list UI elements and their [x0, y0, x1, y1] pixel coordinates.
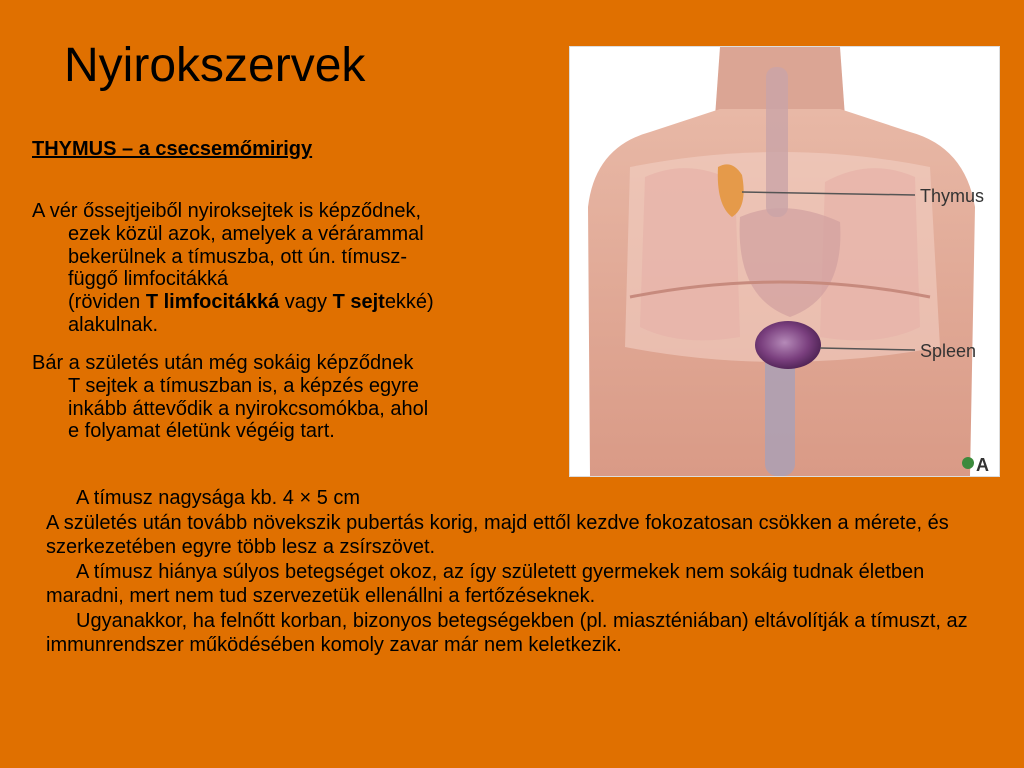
spleen-organ	[755, 321, 821, 369]
p1-line3: bekerülnek a tímuszba, ott ún. tímusz-	[68, 245, 408, 268]
p1-bold-t-limfocitakka: T limfocitákká	[145, 291, 280, 314]
absence-text: A tímusz hiánya súlyos betegséget okoz, az így született gyermekek nem sokáig tudnak életben maradni, mert nem tud szervezetük ellenállni a fertőzéseknek.	[46, 560, 925, 607]
growth-text: A születés után tovább növekszik pubertás korig, majd ettől kezdve fokozatosan csökken a mérete, és szerkezetében egyre több lesz a zsírszövet.	[46, 511, 949, 558]
lower-text-block	[46, 486, 986, 658]
p1-bold-t-sejt: T sejt	[332, 291, 385, 314]
slide-title: Nyirokszervek	[64, 39, 366, 92]
p1-line5e: ekké)	[384, 291, 434, 314]
p1-line2: ezek közül azok, amelyek a vérárammal	[68, 222, 424, 245]
p1-line5a: (röviden	[68, 291, 146, 314]
anatomy-figure	[569, 46, 1000, 477]
label-spleen: Spleen	[920, 341, 977, 361]
p1-line5c: vagy	[279, 291, 333, 314]
removal-text: Ugyanakkor, ha felnőtt korban, bizonyos betegségekben (pl. miaszténiában) eltávolítják a tímuszt, az immunrendszer működésében komoly zavar már nem keletkezik.	[46, 609, 968, 656]
logo-leaf-icon	[962, 457, 974, 469]
torso-illustration	[570, 47, 999, 476]
section-subtitle: THYMUS – a csecsemőmirigy	[32, 138, 313, 160]
thymus-size-line: A tímusz nagysága kb. 4 × 5 cm	[76, 487, 361, 509]
p1-line4: függő limfocitákká	[68, 268, 229, 291]
p2-line4: e folyamat életünk végéig tart.	[68, 420, 335, 443]
trachea-shape	[766, 67, 788, 217]
p1-line6: alakulnak.	[68, 313, 159, 336]
paragraph-lymphocytes	[32, 200, 588, 337]
p2-line1: Bár a születés után még sokáig képződnek	[32, 352, 414, 374]
p2-line3: inkább áttevődik a nyirokcsomókba, ahol	[68, 397, 429, 420]
label-thymus: Thymus	[920, 186, 985, 206]
paragraph-after-birth	[32, 352, 588, 443]
p2-line2: T sejtek a tímuszban is, a képzés egyre	[68, 374, 419, 397]
p1-line1: A vér őssejtjeiből nyiroksejtek is képződnek,	[32, 200, 422, 222]
logo-letter: A	[976, 455, 989, 475]
